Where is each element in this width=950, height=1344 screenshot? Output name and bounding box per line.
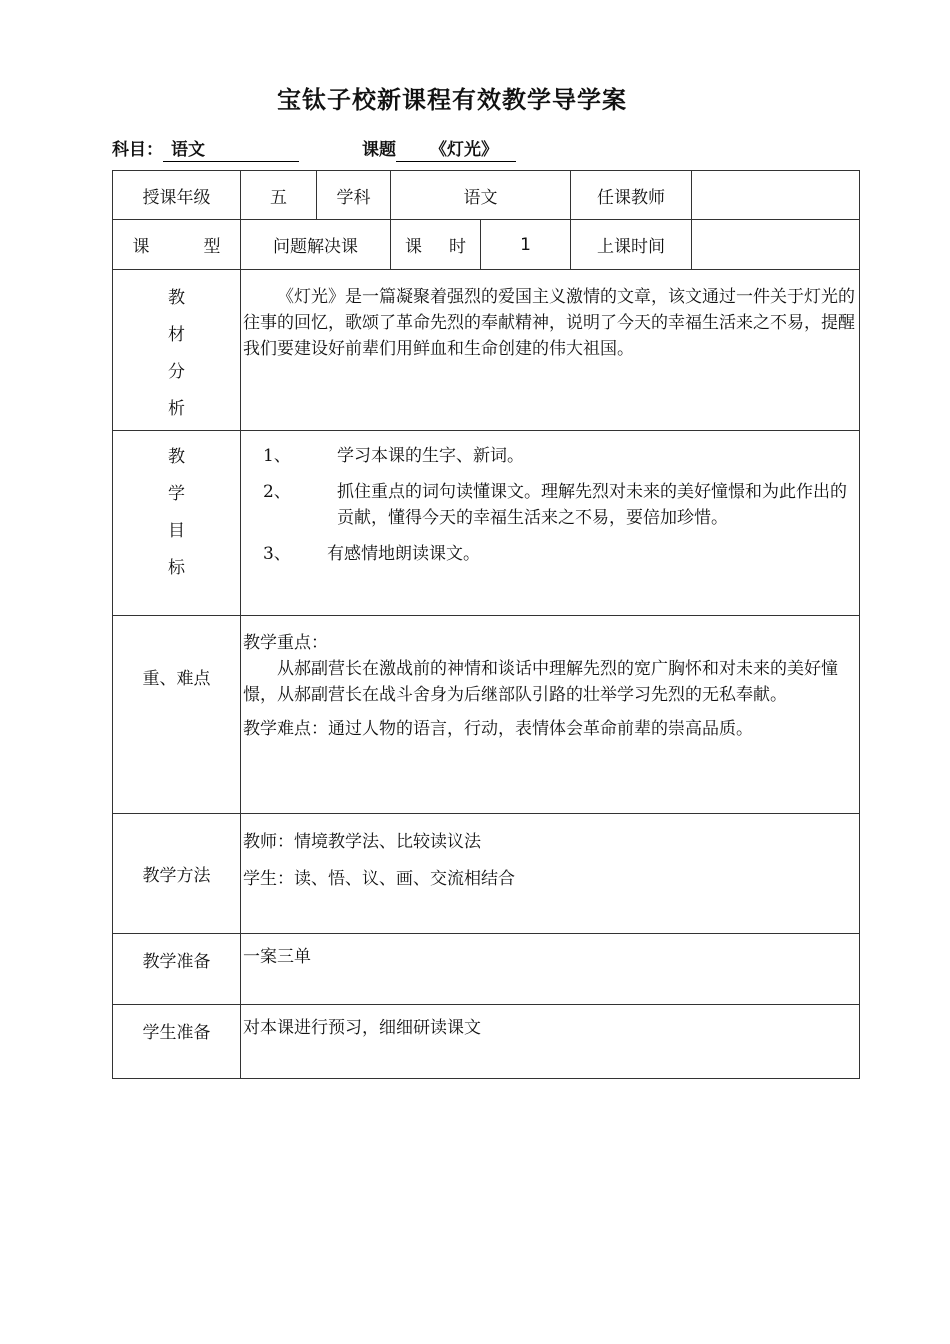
focus-text: 从郝副营长在激战前的神情和谈话中理解先烈的宽广胸怀和对未来的美好憧憬，从郝副营长在战斗舍身为后继部队引路的壮举学习先烈的无私奉献。 (243, 659, 838, 705)
goal-item (243, 541, 859, 567)
methods-label: 教学方法 (113, 814, 241, 934)
analysis-content (241, 270, 860, 431)
prep-label: 教学准备 (113, 934, 241, 1005)
lesson-plan-table (112, 170, 860, 1079)
goals-label-char: 教 (168, 447, 185, 467)
student-prep-text: 对本课进行预习，细细研读课文 (241, 1005, 860, 1079)
table-row-keypoints (113, 616, 860, 814)
goal-text: 抓住重点的词句读懂课文。理解先烈对未来的美好憧憬和为此作出的贡献，懂得今天的幸福生活来之不易，要倍加珍惜。 (337, 482, 847, 528)
topic-value: 《灯光》 (396, 135, 516, 162)
methods-content (241, 814, 860, 934)
hours-label: 课 时 (391, 220, 481, 270)
goal-text: 学习本课的生字、新词。 (337, 446, 524, 466)
analysis-label-char: 教 (168, 288, 185, 308)
analysis-label-char: 分 (168, 362, 185, 382)
type-value: 问题解决课 (241, 220, 391, 270)
goal-item (243, 479, 859, 531)
student-prep-label: 学生准备 (113, 1005, 241, 1079)
goal-number: 1、 (263, 446, 291, 466)
keypoints-label: 重、难点 (113, 616, 241, 814)
goals-label-char: 标 (168, 558, 185, 578)
subject-cell-label: 学科 (317, 171, 391, 220)
goals-label (113, 431, 241, 616)
time-label: 上课时间 (571, 220, 692, 270)
student-method: 学生：读、悟、议、画、交流相结合 (243, 869, 515, 889)
table-row-analysis (113, 270, 860, 431)
grade-value: 五 (241, 171, 317, 220)
table-row-prep (113, 934, 860, 1005)
analysis-label-char: 材 (168, 325, 185, 345)
subject-line (112, 135, 299, 162)
goal-number: 2、 (263, 482, 291, 502)
table-row-grade (113, 171, 860, 220)
goals-label-char: 学 (168, 484, 185, 504)
table-row-methods (113, 814, 860, 934)
topic-label: 课题 (362, 140, 396, 160)
goals-label-char: 目 (168, 521, 185, 541)
document-title: 宝钛子校新课程有效教学导学案 (277, 86, 627, 114)
grade-label: 授课年级 (113, 171, 241, 220)
goal-number: 3、 (263, 544, 291, 564)
subject-value: 语文 (163, 135, 299, 162)
goal-text: 有感情地朗读课文。 (327, 544, 480, 564)
goals-content (241, 431, 860, 616)
teacher-label: 任课教师 (571, 171, 692, 220)
topic-line (362, 135, 516, 162)
subject-cell-value: 语文 (391, 171, 571, 220)
focus-heading: 教学重点： (243, 633, 328, 653)
time-value (692, 220, 860, 270)
teacher-method: 教师：情境教学法、比较读议法 (243, 832, 481, 852)
analysis-text: 《灯光》是一篇凝聚着强烈的爱国主义激情的文章，该文通过一件关于灯光的往事的回忆，歌颂了革命先烈的奉献精神，说明了今天的幸福生活来之不易，提醒我们要建设好前辈们用鲜血和生命创建的伟大祖国。 (243, 287, 855, 359)
analysis-label (113, 270, 241, 431)
analysis-label-char: 析 (168, 399, 185, 419)
type-label: 课 型 (113, 220, 241, 270)
table-row-student-prep (113, 1005, 860, 1079)
keypoints-content (241, 616, 860, 814)
prep-text: 一案三单 (241, 934, 860, 1005)
table-row-type (113, 220, 860, 270)
table-row-goals (113, 431, 860, 616)
subject-label: 科目： (112, 140, 163, 160)
hours-value: 1 (481, 220, 571, 270)
goal-item (243, 443, 859, 469)
difficulty-text: 教学难点：通过人物的语言，行动，表情体会革命前辈的崇高品质。 (243, 719, 753, 739)
teacher-value (692, 171, 860, 220)
